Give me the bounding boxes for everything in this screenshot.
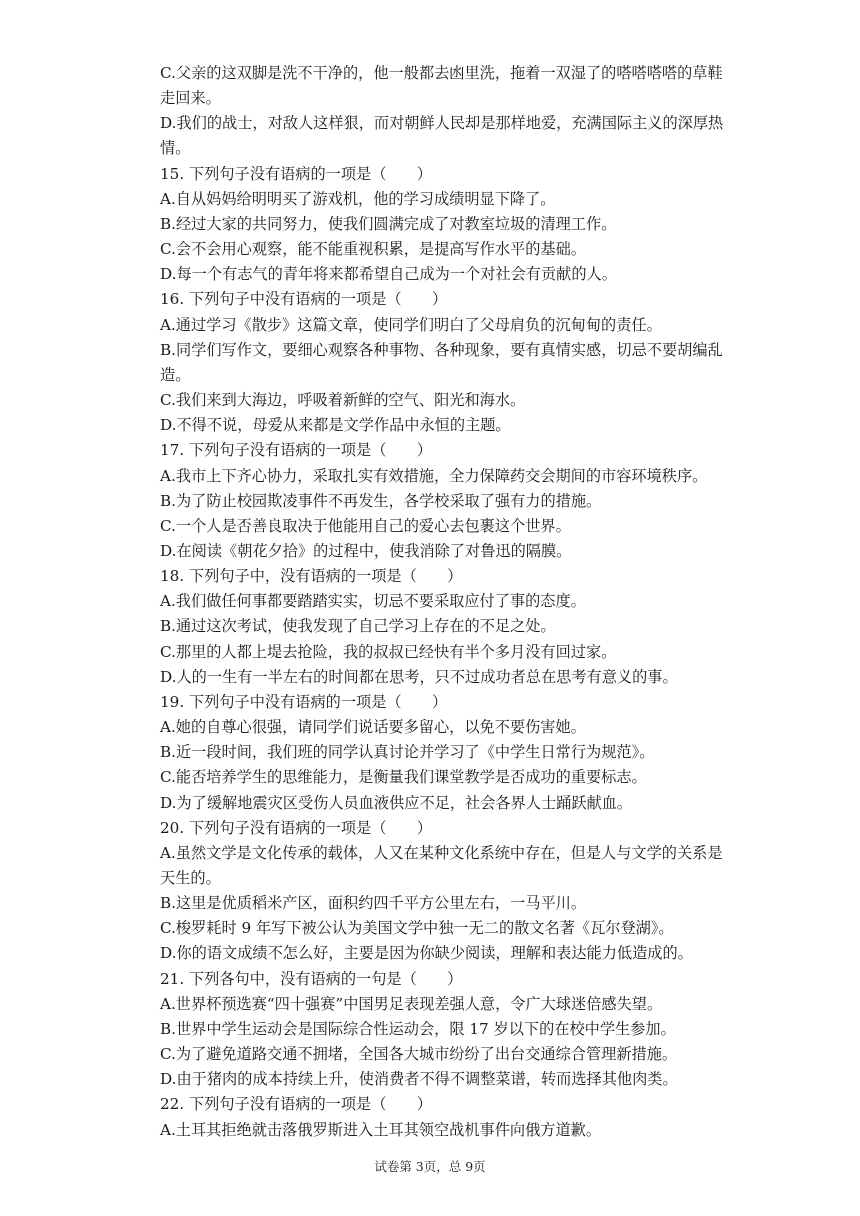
question-block <box>160 690 726 816</box>
question-block <box>160 1092 726 1142</box>
question-option: C.梭罗耗时 9 年写下被公认为美国文学中独一无二的散文名著《瓦尔登湖》。 <box>160 919 674 938</box>
question-option: B.这里是优质稻米产区，面积约四千平方公里左右，一马平川。 <box>160 894 587 913</box>
question-option: A.她的自尊心很强，请同学们说话要多留心，以免不要伤害她。 <box>160 718 586 737</box>
question-option: C.那里的人都上堤去抢险，我的叔叔已经快有半个多月没有回过家。 <box>160 642 617 661</box>
question-option: B.世界中学生运动会是国际综合性运动会，限 17 岁以下的在校中学生参加。 <box>160 1019 676 1038</box>
question-option: D.在阅读《朝花夕拾》的过程中，使我消除了对鲁迅的隔膜。 <box>160 541 572 560</box>
option-d: D.我们的战士，对敌人这样狠，而对朝鲜人民却是那样地爱，充满国际主义的深厚热情。 <box>160 114 724 158</box>
question-option: A.虽然文学是文化传承的载体，人又在某种文化系统中存在，但是人与文学的关系是天生的。 <box>160 843 723 887</box>
question-option: D.为了缓解地震灾区受伤人员血液供应不足，社会各界人士踊跃献血。 <box>160 793 633 812</box>
question-option: B.近一段时间，我们班的同学认真讨论并学习了《中学生日常行为规范》。 <box>160 743 655 762</box>
question-option: D.人的一生有一半左右的时间都在思考，只不过成功者总在思考有意义的事。 <box>160 667 678 686</box>
page-footer: 试卷第 3页，总 9页 <box>374 1159 486 1174</box>
question-content <box>160 61 726 1143</box>
question-list <box>160 162 726 1143</box>
question-stem: 21. 下列各句中，没有语病的一句是（ ） <box>160 969 463 988</box>
question-stem: 15. 下列句子没有语病的一项是（ ） <box>160 164 432 183</box>
question-stem: 18. 下列句子中，没有语病的一项是（ ） <box>160 567 463 586</box>
question-block <box>160 816 726 967</box>
question-option: C.会不会用心观察，能不能重视积累，是提高写作水平的基础。 <box>160 240 586 259</box>
question-stem: 17. 下列句子没有语病的一项是（ ） <box>160 441 432 460</box>
question-block <box>160 287 726 438</box>
question-option: B.同学们写作文，要细心观察各种事物、各种现象，要有真情实感，切忌不要胡编乱造。 <box>160 340 723 384</box>
question-option: B.为了防止校园欺凌事件不再发生，各学校采取了强有力的措施。 <box>160 491 602 510</box>
question-stem: 16. 下列句子中没有语病的一项是（ ） <box>160 290 448 309</box>
question-option: C.一个人是否善良取决于他能用自己的爱心去包裹这个世界。 <box>160 516 571 535</box>
question-option: D.你的语文成绩不怎么好，主要是因为你缺少阅读，理解和表达能力低造成的。 <box>160 944 693 963</box>
question-option: C.我们来到大海边，呼吸着新鲜的空气、阳光和海水。 <box>160 391 526 410</box>
option-c: C.父亲的这双脚是洗不干净的，他一般都去凼里洗，拖着一双湿了的嗒嗒嗒嗒的草鞋走回来。 <box>160 64 723 108</box>
question-stem: 20. 下列句子没有语病的一项是（ ） <box>160 818 432 837</box>
question-block <box>160 438 726 564</box>
question-option: A.我们做任何事都要踏踏实实，切忌不要采取应付了事的态度。 <box>160 592 586 611</box>
question-option: D.每一个有志气的青年将来都希望自己成为一个对社会有贡献的人。 <box>160 265 617 284</box>
question-option: A.我市上下齐心协力，采取扎实有效措施，全力保障药交会期间的市容环境秩序。 <box>160 466 708 485</box>
question-option: D.不得不说，母爱从来都是文学作品中永恒的主题。 <box>160 416 511 435</box>
question-stem: 22. 下列句子没有语病的一项是（ ） <box>160 1095 432 1114</box>
question-option: A.土耳其拒绝就击落俄罗斯进入土耳其领空战机事件向俄方道歉。 <box>160 1120 602 1139</box>
question-option: C.为了避免道路交通不拥堵，全国各大城市纷纷了出台交通综合管理新措施。 <box>160 1045 678 1064</box>
question-block <box>160 564 726 690</box>
question-option: A.自从妈妈给明明买了游戏机，他的学习成绩明显下降了。 <box>160 189 556 208</box>
question-option: B.通过这次考试，使我发现了自己学习上存在的不足之处。 <box>160 617 556 636</box>
question-stem: 19. 下列句子中没有语病的一项是（ ） <box>160 692 448 711</box>
question-option: D.由于猪肉的成本持续上升，使消费者不得不调整菜谱，转而选择其他肉类。 <box>160 1070 678 1089</box>
question-block <box>160 162 726 288</box>
question-option: C.能否培养学生的思维能力，是衡量我们课堂教学是否成功的重要标志。 <box>160 768 647 787</box>
question-option: A.通过学习《散步》这篇文章，使同学们明白了父母肩负的沉甸甸的责任。 <box>160 315 662 334</box>
question-option: B.经过大家的共同努力，使我们圆满完成了对教室垃圾的清理工作。 <box>160 214 617 233</box>
question-option: A.世界杯预选赛“四十强赛”中国男足表现差强人意，令广大球迷倍感失望。 <box>160 994 663 1013</box>
question-block <box>160 967 726 1093</box>
leading-options <box>160 61 726 162</box>
